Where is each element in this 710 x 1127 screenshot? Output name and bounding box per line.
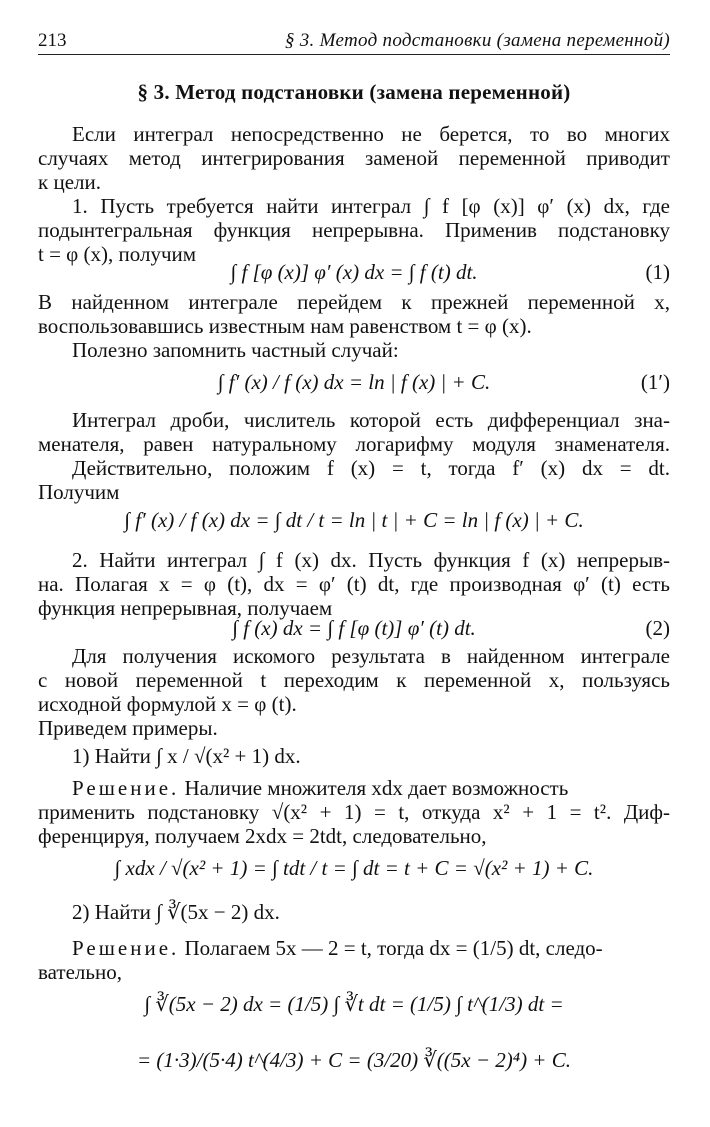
solution-1-line xyxy=(38,776,670,800)
equation-1-prime-formula: ∫ f′ (x) / f (x) dx = ln | f (x) | + C. xyxy=(217,370,491,394)
equation-1 xyxy=(38,252,670,292)
paragraph-line: на. Полагая x = φ (t), dx = φ′ (t) dt, где производная φ′ (t) есть xyxy=(38,572,670,596)
equation-example-2a xyxy=(38,984,670,1024)
example-1-heading: 1) Найти ∫ x / √(x² + 1) dx. xyxy=(72,744,301,768)
equation-1-formula: ∫ f [φ (x)] φ′ (x) dx = ∫ f (t) dt. xyxy=(230,260,478,284)
paragraph-line: подынтегральная функция непрерывна. Применив подстановку xyxy=(38,218,670,242)
section-title: § 3. Метод подстановки (замена переменной) xyxy=(137,80,571,104)
paragraph-line: с новой переменной t переходим к переменной x, пользуясь xyxy=(38,668,670,692)
paragraph-line: t = φ (x), получим xyxy=(38,242,197,266)
paragraph-line: 2. Найти интеграл ∫ f (x) dx. Пусть функция f (x) непрерыв- xyxy=(72,548,670,572)
paragraph-line: Интеграл дроби, числитель которой есть дифференциал зна- xyxy=(72,408,670,432)
solution-2-line xyxy=(38,936,670,960)
paragraph-line: В найденном интеграле перейдем к прежней переменной x, xyxy=(38,290,670,314)
equation-1-prime xyxy=(38,362,670,402)
paragraph-line: Полезно запомнить частный случай: xyxy=(72,338,399,362)
page-number: 213 xyxy=(38,30,67,51)
paragraph-line: к цели. xyxy=(38,170,101,194)
paragraph-line: менателя, равен натуральному логарифму модуля знаменателя. xyxy=(38,432,670,456)
page-header xyxy=(38,28,670,55)
solution-text: Наличие множителя xdx дает возможность xyxy=(184,776,569,800)
equation-2-label: (2) xyxy=(645,616,670,640)
equation-log xyxy=(38,500,670,540)
paragraph-line: ференцируя, получаем 2xdx = 2tdt, следовательно, xyxy=(38,824,487,848)
solution-text: Полагаем 5x — 2 = t, тогда dx = (1/5) dt, следо- xyxy=(184,936,603,960)
equation-2-formula: ∫ f (x) dx = ∫ f [φ (t)] φ′ (t) dt. xyxy=(232,616,476,640)
paragraph-line: Действительно, положим f (x) = t, тогда f′ (x) dx = dt. xyxy=(72,456,670,480)
solution-label: Решение. xyxy=(72,936,180,960)
paragraph-line: Для получения искомого результата в найденном интеграле xyxy=(72,644,670,668)
example-2-heading: 2) Найти ∫ ∛(5x − 2) dx. xyxy=(72,900,280,924)
paragraph-line: случаях метод интегрирования заменой переменной приводит xyxy=(38,146,670,170)
paragraph-line: исходной формулой x = φ (t). xyxy=(38,692,297,716)
paragraph-line: Получим xyxy=(38,480,120,504)
equation-example-1 xyxy=(38,848,670,888)
paragraph-line: применить подстановку √(x² + 1) = t, откуда x² + 1 = t². Диф- xyxy=(38,800,670,824)
paragraph-line: Приведем примеры. xyxy=(38,716,218,740)
equation-2 xyxy=(38,608,670,648)
equation-example-2a-formula: ∫ ∛(5x − 2) dx = (1/5) ∫ ∛t dt = (1/5) ∫ t^(1/3) dt = xyxy=(144,992,564,1016)
equation-1-label: (1) xyxy=(645,260,670,284)
equation-1-prime-label: (1′) xyxy=(640,370,670,394)
equation-example-1-formula: ∫ xdx / √(x² + 1) = ∫ tdt / t = ∫ dt = t + C = √(x² + 1) + C. xyxy=(114,856,594,880)
solution-label: Решение. xyxy=(72,776,180,800)
paragraph-line: воспользовавшись известным нам равенством t = φ (x). xyxy=(38,314,532,338)
paragraph-line: функция непрерывная, получаем xyxy=(38,596,333,620)
paragraph-line: вательно, xyxy=(38,960,122,984)
equation-example-2b-formula: = (1·3)/(5·4) t^(4/3) + C = (3/20) ∛((5x − 2)⁴) + C. xyxy=(137,1048,571,1072)
paragraph-line: Если интеграл непосредственно не берется, то во многих xyxy=(72,122,670,146)
running-head: § 3. Метод подстановки (замена переменной) xyxy=(284,30,670,51)
equation-log-formula: ∫ f′ (x) / f (x) dx = ∫ dt / t = ln | t | + C = ln | f (x) | + C. xyxy=(124,508,584,532)
equation-example-2b xyxy=(38,1040,670,1080)
paragraph-line: 1. Пусть требуется найти интеграл ∫ f [φ (x)] φ′ (x) dx, где xyxy=(72,194,670,218)
